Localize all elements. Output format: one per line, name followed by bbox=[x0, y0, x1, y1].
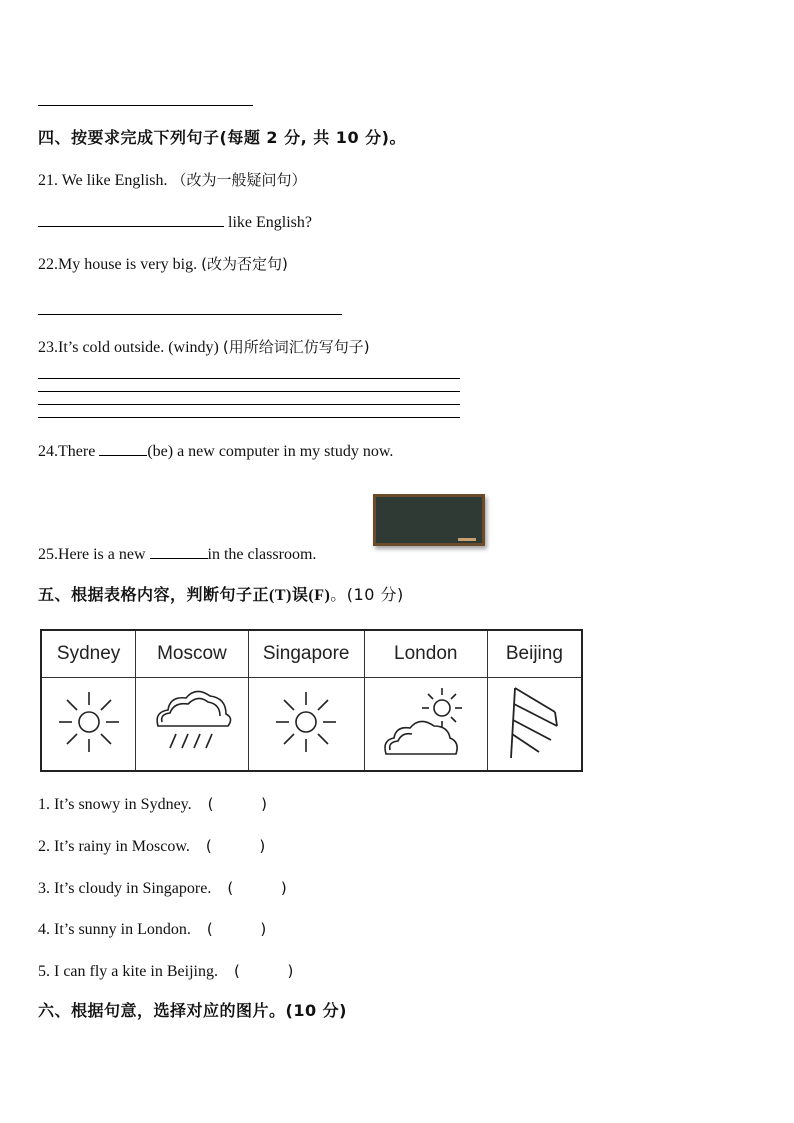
q21-hint: （改为一般疑问句） bbox=[171, 171, 307, 189]
city-singapore: Singapore bbox=[248, 630, 364, 678]
q25-prefix: 25.Here is a new bbox=[38, 546, 146, 563]
city-moscow: Moscow bbox=[136, 630, 249, 678]
statement-3-answer-bracket[interactable]: ( ) bbox=[227, 879, 287, 897]
statement-5-answer-bracket[interactable]: ( ) bbox=[233, 962, 294, 980]
section5-title: 五、根据表格内容，判断句子正(T)误(F)。(10 分) bbox=[38, 585, 404, 604]
statement-4: 4. It’s sunny in London. ( ) bbox=[38, 920, 267, 938]
q24-suffix: (be) a new computer in my study now. bbox=[147, 443, 394, 460]
wind-flag-icon bbox=[499, 682, 569, 762]
q25-blank[interactable] bbox=[150, 544, 208, 559]
statement-1-answer-bracket[interactable]: ( ) bbox=[207, 795, 268, 813]
q23-hint: (用所给词汇仿写句子) bbox=[222, 338, 370, 356]
q23-text: 23.It’s cold outside. (windy) bbox=[38, 339, 219, 356]
q21-answer-blank[interactable] bbox=[38, 212, 224, 227]
question-22 bbox=[38, 254, 288, 275]
answer-line-top bbox=[38, 105, 253, 106]
q23-writing-line-3[interactable] bbox=[38, 404, 460, 405]
sun-icon bbox=[271, 687, 341, 757]
sun-icon bbox=[54, 687, 124, 757]
q21-answer-suffix: like English? bbox=[228, 214, 312, 231]
q25-suffix: in the classroom. bbox=[207, 546, 317, 563]
statement-5: 5. I can fly a kite in Beijing. ( ) bbox=[38, 962, 294, 980]
q22-answer-line[interactable] bbox=[38, 314, 342, 315]
q21-answer-row bbox=[38, 212, 312, 233]
q22-hint: (改为否定句) bbox=[201, 255, 288, 273]
q23-writing-line-4[interactable] bbox=[38, 417, 460, 418]
q22-text: 22.My house is very big. bbox=[38, 256, 198, 273]
q23-writing-line-1[interactable] bbox=[38, 378, 460, 379]
city-beijing: Beijing bbox=[487, 630, 582, 678]
weather-table bbox=[40, 629, 583, 772]
statement-2-answer-bracket[interactable]: ( ) bbox=[205, 837, 266, 855]
statement-1: 1. It’s snowy in Sydney. ( ) bbox=[38, 795, 268, 813]
question-24 bbox=[38, 441, 393, 462]
q23-writing-line-2[interactable] bbox=[38, 391, 460, 392]
q21-number: 21 bbox=[38, 172, 54, 189]
question-23 bbox=[38, 337, 370, 358]
section4-title: 四、按要求完成下列句子(每题 2 分, 共 10 分)。 bbox=[38, 128, 406, 147]
q21-text: . We like English. bbox=[54, 172, 168, 189]
q24-blank[interactable] bbox=[99, 441, 147, 456]
blackboard-image bbox=[373, 494, 485, 546]
city-sydney: Sydney bbox=[41, 630, 136, 678]
rain-cloud-icon bbox=[150, 682, 234, 762]
question-25 bbox=[38, 544, 316, 565]
section6-title: 六、根据句意，选择对应的图片。(10 分) bbox=[38, 1001, 347, 1020]
sun-cloud-icon bbox=[380, 682, 472, 762]
city-london: London bbox=[364, 630, 487, 678]
q24-prefix: 24.There bbox=[38, 443, 96, 460]
statement-2: 2. It’s rainy in Moscow. ( ) bbox=[38, 837, 266, 855]
question-21 bbox=[38, 170, 307, 191]
statement-4-answer-bracket[interactable]: ( ) bbox=[206, 920, 267, 938]
statement-3: 3. It’s cloudy in Singapore. ( ) bbox=[38, 879, 287, 897]
